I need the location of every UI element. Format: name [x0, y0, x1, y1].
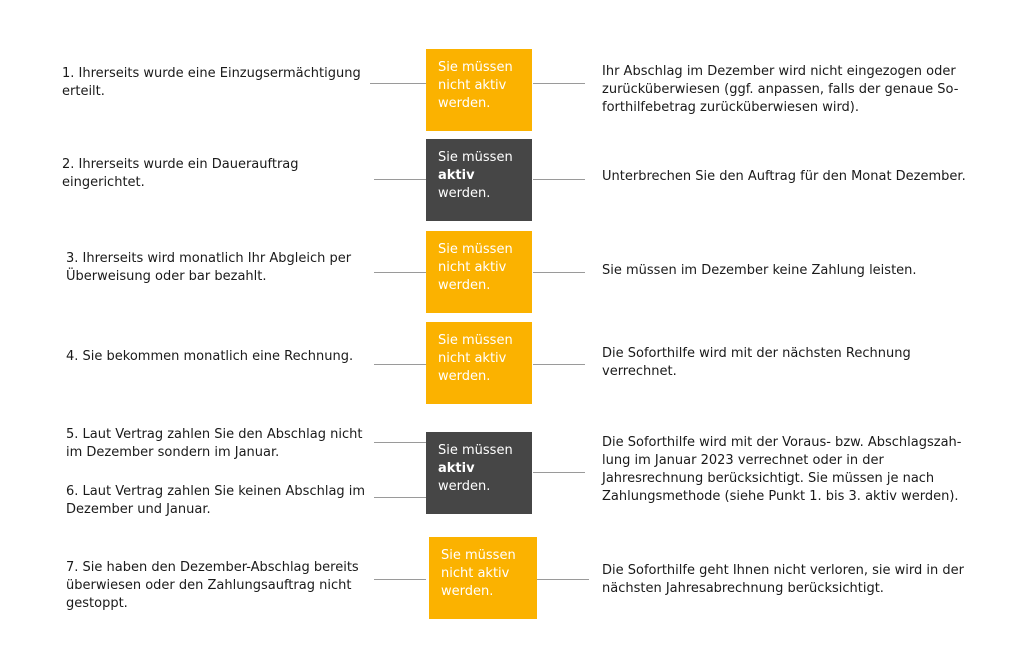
action-4: Die Soforthilfe wird mit der nächsten Rechnung verrechnet.: [602, 346, 911, 379]
connector-left-6: [374, 497, 426, 498]
outcome-box-7-line-2: nicht aktiv: [441, 566, 510, 581]
outcome-box-2-line-2: aktiv: [438, 168, 475, 183]
condition-5: 5. Laut Vertrag zahlen Sie den Abschlag nicht im Dezember sondern im Januar.: [66, 427, 363, 460]
outcome-box-2-line-1: Sie müssen: [438, 150, 513, 165]
condition-6: 6. Laut Vertrag zahlen Sie keinen Abschlag im Dezember und Januar.: [66, 484, 366, 517]
connector-left-3: [374, 272, 426, 273]
outcome-box-5-line-1: Sie müssen: [438, 443, 513, 458]
condition-2: 2. Ihrerseits wurde ein Dauerauftrag eingerichtet.: [62, 157, 299, 190]
connector-left-5: [374, 442, 426, 443]
outcome-box-2-line-3: werden.: [438, 186, 491, 201]
condition-1: 1. Ihrerseits wurde eine Einzugsermächtigung erteilt.: [62, 66, 361, 99]
condition-7: 7. Sie haben den Dezember-Abschlag bereits überwiesen oder den Zahlungsauftrag nicht gestoppt.: [66, 560, 359, 611]
outcome-box-5-line-3: werden.: [438, 479, 491, 494]
action-1: Ihr Abschlag im Dezember wird nicht eingezogen oder zurücküberwiesen (ggf. anpassen, falls der genaue So- forthilfebetrag zurücküberwiesen wird).: [602, 64, 959, 115]
outcome-box-7-line-3: werden.: [441, 584, 494, 599]
outcome-box-7-line-1: Sie müssen: [441, 548, 516, 563]
condition-4: 4. Sie bekommen monatlich eine Rechnung.: [66, 349, 354, 364]
connector-left-7: [374, 579, 426, 580]
outcome-box-3-line-2: nicht aktiv: [438, 260, 507, 275]
outcome-box-1-line-2: nicht aktiv: [438, 78, 507, 93]
connector-right-3: [533, 272, 585, 273]
outcome-box-1-line-1: Sie müssen: [438, 60, 513, 75]
outcome-box-4-line-2: nicht aktiv: [438, 351, 507, 366]
outcome-box-4: [426, 322, 532, 404]
outcome-box-5-line-2: aktiv: [438, 461, 475, 476]
connector-right-2: [533, 179, 585, 180]
connector-right-5: [533, 472, 585, 473]
outcome-box-5: [426, 432, 532, 514]
connector-left-1: [370, 83, 426, 84]
connector-right-7: [537, 579, 589, 580]
outcome-box-4-line-3: werden.: [438, 369, 491, 384]
action-7: Die Soforthilfe geht Ihnen nicht verloren, sie wird in der nächsten Jahresabrechnung berücksichtigt.: [602, 563, 964, 596]
connector-left-2: [374, 179, 426, 180]
outcome-box-4-line-1: Sie müssen: [438, 333, 513, 348]
outcome-box-3-line-1: Sie müssen: [438, 242, 513, 257]
outcome-box-1: [426, 49, 532, 131]
action-2: Unterbrechen Sie den Auftrag für den Monat Dezember.: [602, 169, 966, 184]
action-5: Die Soforthilfe wird mit der Voraus- bzw. Abschlagszah- lung im Januar 2023 verrechnet oder in der Jahresrechnung berücksichtigt. Sie müssen je nach Zahlungsmethode (siehe Punkt 1. bis 3. aktiv werden).: [602, 435, 962, 504]
condition-3: 3. Ihrerseits wird monatlich Ihr Abgleich per Überweisung oder bar bezahlt.: [66, 251, 352, 284]
outcome-box-3: [426, 231, 532, 313]
connector-right-4: [533, 364, 585, 365]
connector-right-1: [533, 83, 585, 84]
connector-left-4: [374, 364, 426, 365]
action-3: Sie müssen im Dezember keine Zahlung leisten.: [602, 263, 917, 278]
outcome-box-2: [426, 139, 532, 221]
outcome-box-7: [429, 537, 537, 619]
outcome-box-3-line-3: werden.: [438, 278, 491, 293]
outcome-box-1-line-3: werden.: [438, 96, 491, 111]
